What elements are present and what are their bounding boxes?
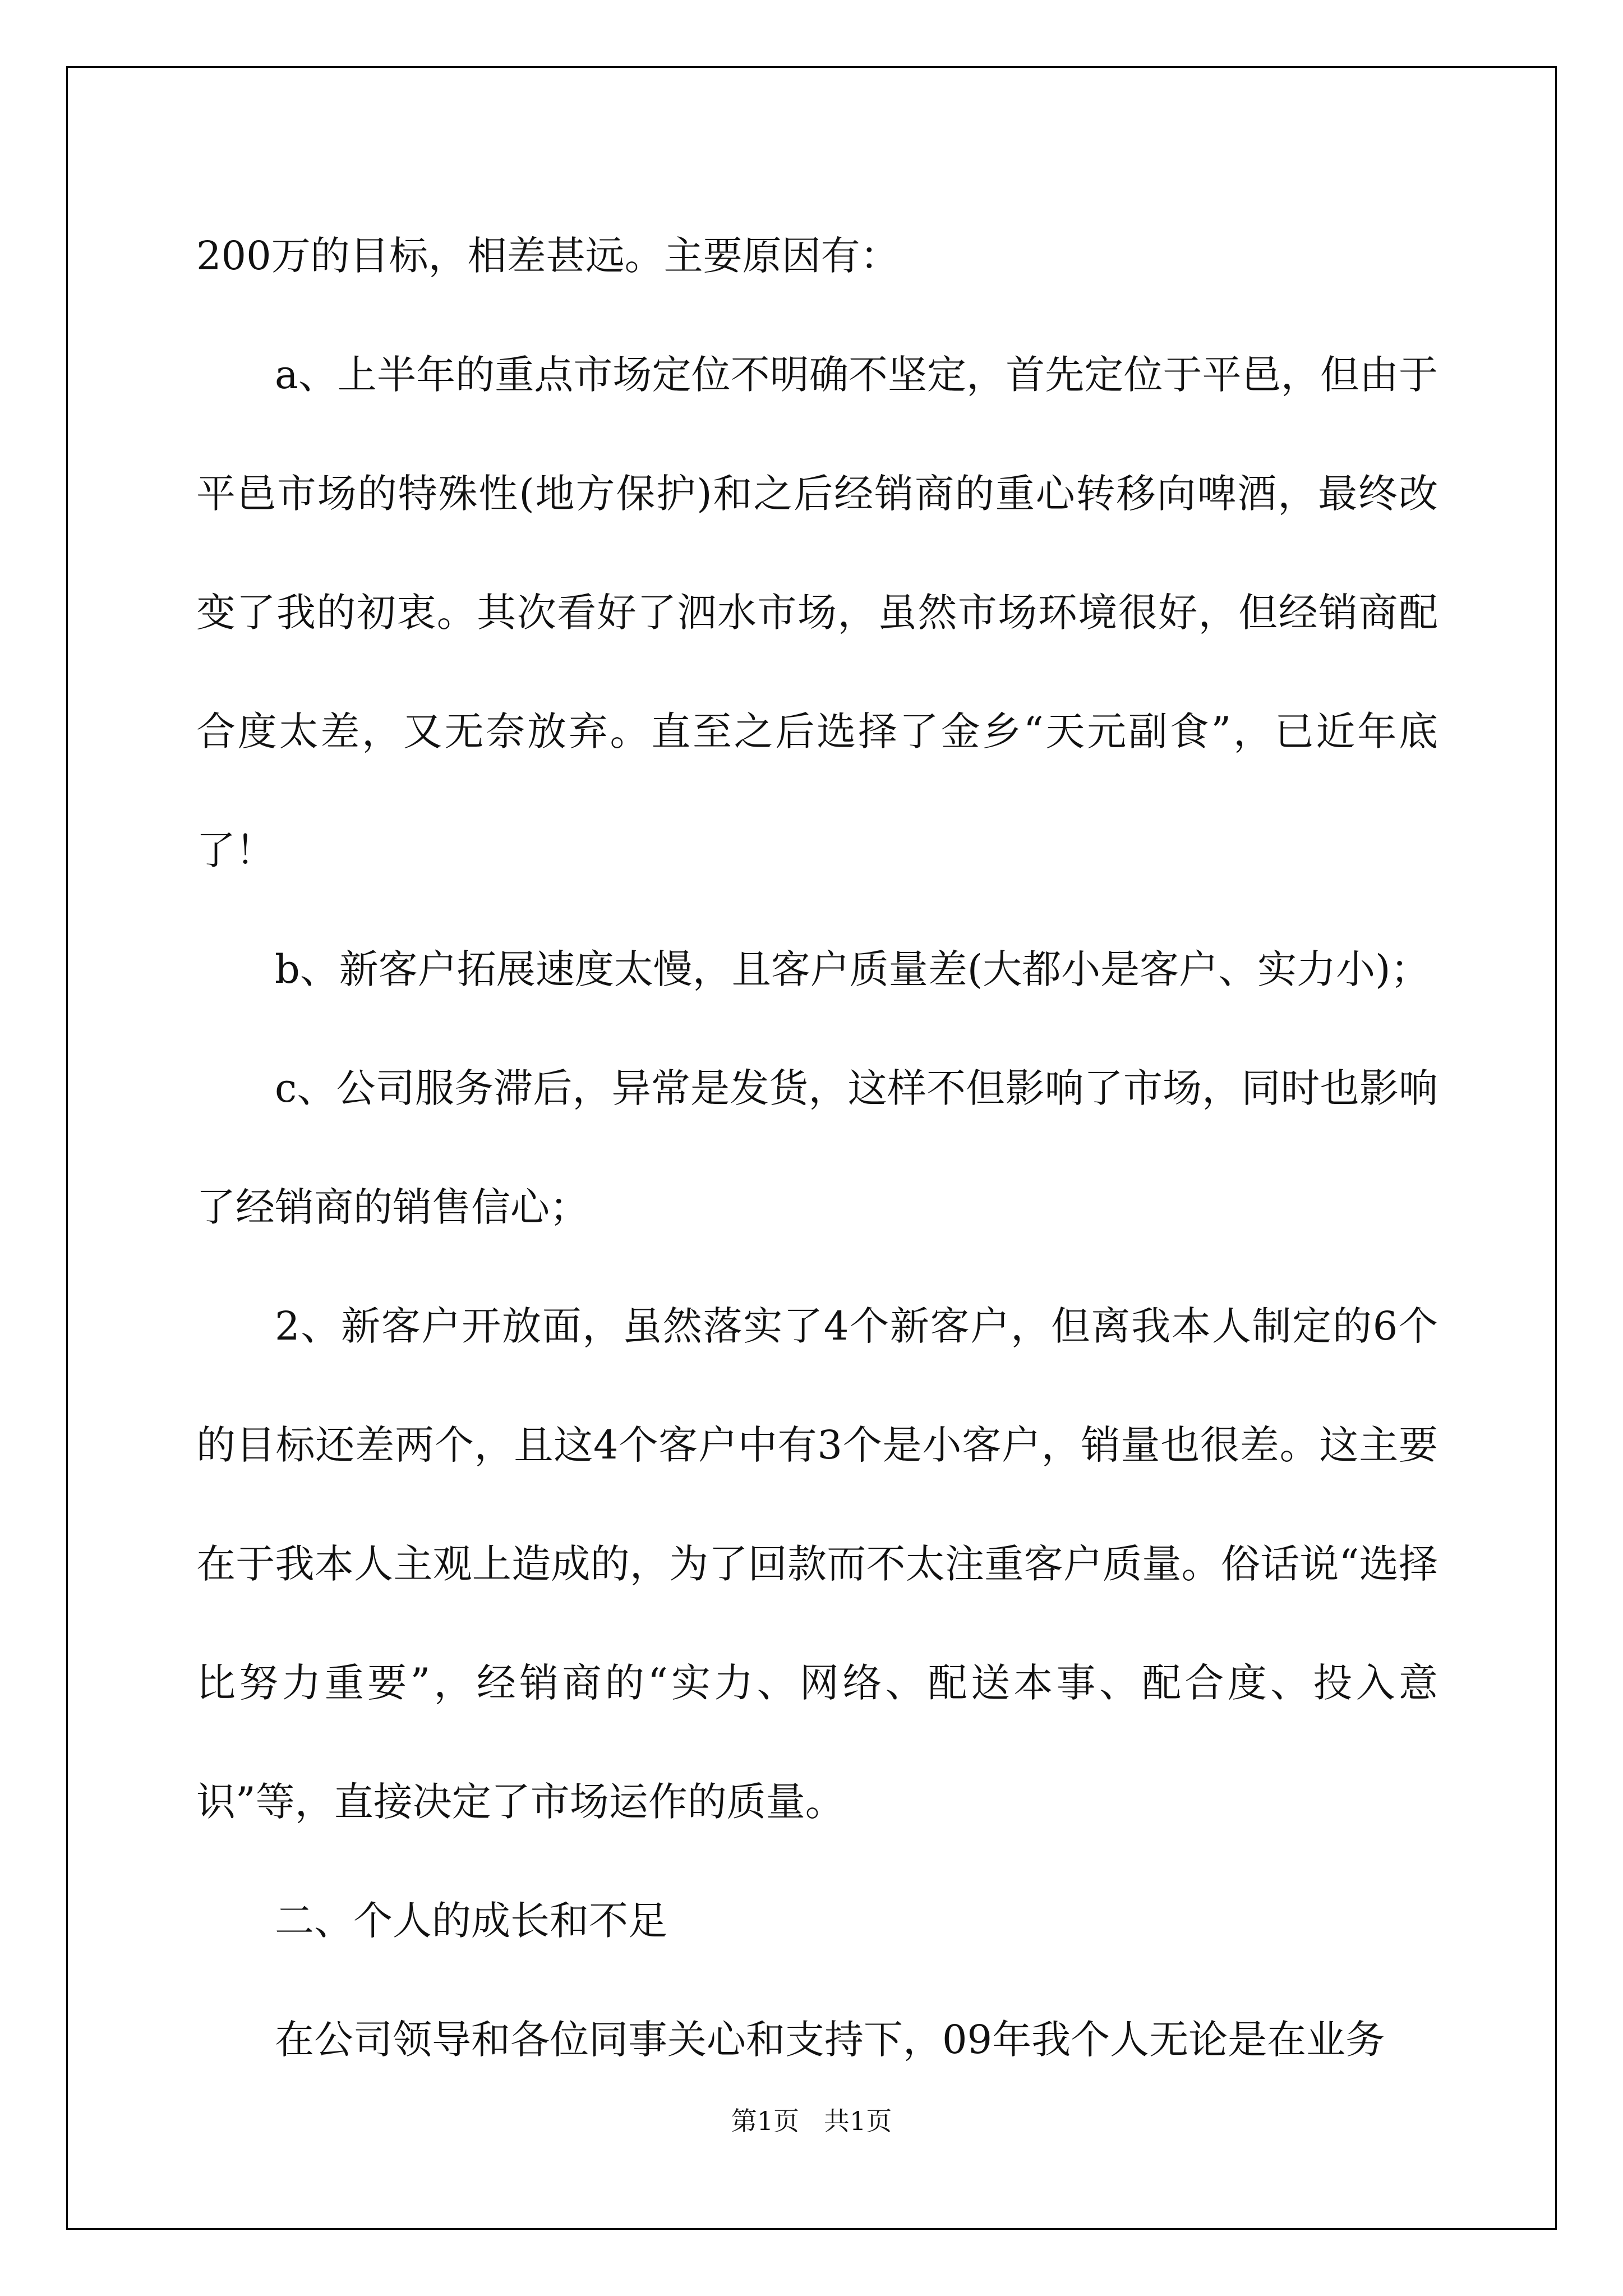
page-number: 第1页 — [731, 2106, 800, 2136]
paragraph-3: b、新客户拓展速度太慢，且客户质量差(大都小是客户、实力小)； — [275, 946, 1430, 992]
paragraph-4: c、公司服务滞后，异常是发货，这样不但影响了市场，同时也影响了经销商的销售信心； — [196, 1065, 1438, 1230]
paragraph-1: 200万的目标，相差甚远。主要原因有： — [196, 233, 900, 279]
section-heading: 二、个人的成长和不足 — [275, 1898, 667, 1944]
paragraph-5: 2、新客户开放面，虽然落实了4个新客户，但离我本人制定的6个的目标还差两个，且这4个客户中有3个是小客户，销量也很差。这主要在于我本人主观上造成的，为了回款而不太注重客户质量。俗话说“选择比努力重要”，经销商的“实力、网络、配送本事、配合度、投入意识”等，直接决定了市场运作的质量。 — [196, 1303, 1438, 1825]
page-total: 共1页 — [823, 2106, 892, 2136]
page-footer — [0, 2101, 1623, 2138]
paragraph-6: 在公司领导和各位同事关心和支持下，09年我个人无论是在业务 — [275, 2017, 1385, 2063]
document-body — [196, 196, 1438, 2099]
paragraph-2: a、上半年的重点市场定位不明确不坚定，首先定位于平邑，但由于平邑市场的特殊性(地方保护)和之后经销商的重心转移向啤酒，最终改变了我的初衷。其次看好了泗水市场，虽然市场环境很好，但经销商配合度太差，又无奈放弃。直至之后选择了金乡“天元副食”，已近年底了！ — [196, 352, 1438, 873]
